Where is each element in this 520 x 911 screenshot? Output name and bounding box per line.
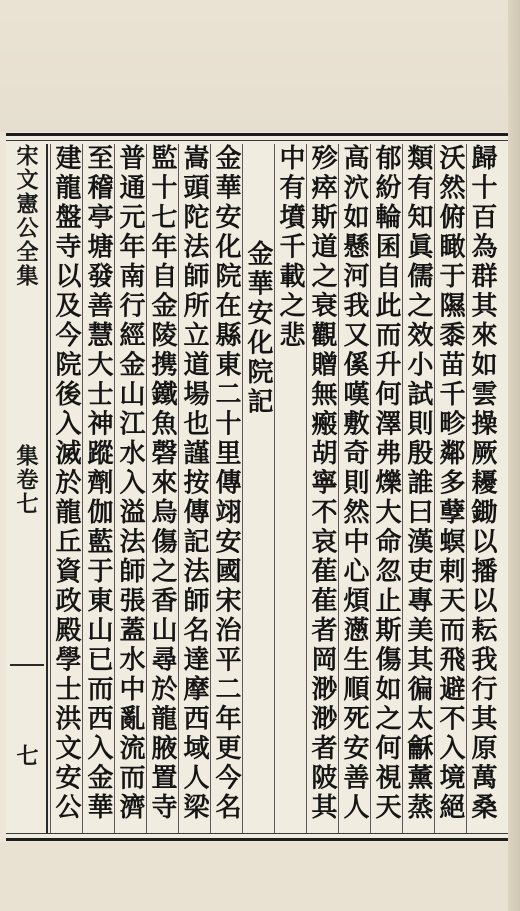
text-column: 普通元年南行經金山江水入溢法師張蓋水中亂流而濟	[114, 144, 146, 834]
text-column: 高泬如懸河我又傒嘆敷奇則然中心煩懣生順死安善人	[338, 144, 370, 834]
banxin-volume: 集卷七	[13, 444, 39, 516]
fishtail-mark	[10, 664, 44, 680]
text-column: 嵩頭陀法師所立道場也謹按傳記法師名達摩西域人梁	[178, 144, 210, 834]
text-column: 類有知眞儒之效小試則殷誰曰漢吏專美其徧太龢薰蒸	[402, 144, 434, 834]
page-frame	[6, 133, 514, 841]
text-column: 郁紛輪囷自此而升何澤弗爍大命忽止斯傷如之何視天	[370, 144, 402, 834]
text-column: 沃然俯瞰于隰黍苗千畛鄰多孽螟剌天而飛避不入境絕	[434, 144, 466, 834]
banxin-page-number: 七	[13, 744, 39, 766]
bottom-margin	[0, 842, 520, 911]
text-column: 殄瘁斯道之衰觀贈無瘢胡寧不哀萑萑者岡渺渺者陂其	[306, 144, 338, 834]
banxin-title: 宋文憲公全集	[13, 144, 39, 288]
banxin-center-strip	[6, 144, 48, 834]
text-column: 金華安化院在縣東二十里傳翊安國宋治平二年更今名	[210, 144, 242, 834]
section-title: 金華安化院記	[242, 144, 274, 834]
text-column: 中有墳千載之悲	[274, 144, 306, 834]
text-column: 建龍盤寺以及今院後入滅於龍丘資政殿學士洪文安公	[50, 144, 82, 834]
top-margin	[0, 0, 520, 132]
text-column: 監十七年自金陵携鐵魚磬來烏傷之香山尋於龍腋置寺	[146, 144, 178, 834]
book-fore-edge	[508, 0, 520, 911]
text-column: 歸十百為群其來如雲操厥耰鋤以播以耘我行其原萬桑	[466, 144, 498, 834]
text-column: 至稽亭塘發善慧大士神蹤劑伽藍于東山已而西入金華	[82, 144, 114, 834]
